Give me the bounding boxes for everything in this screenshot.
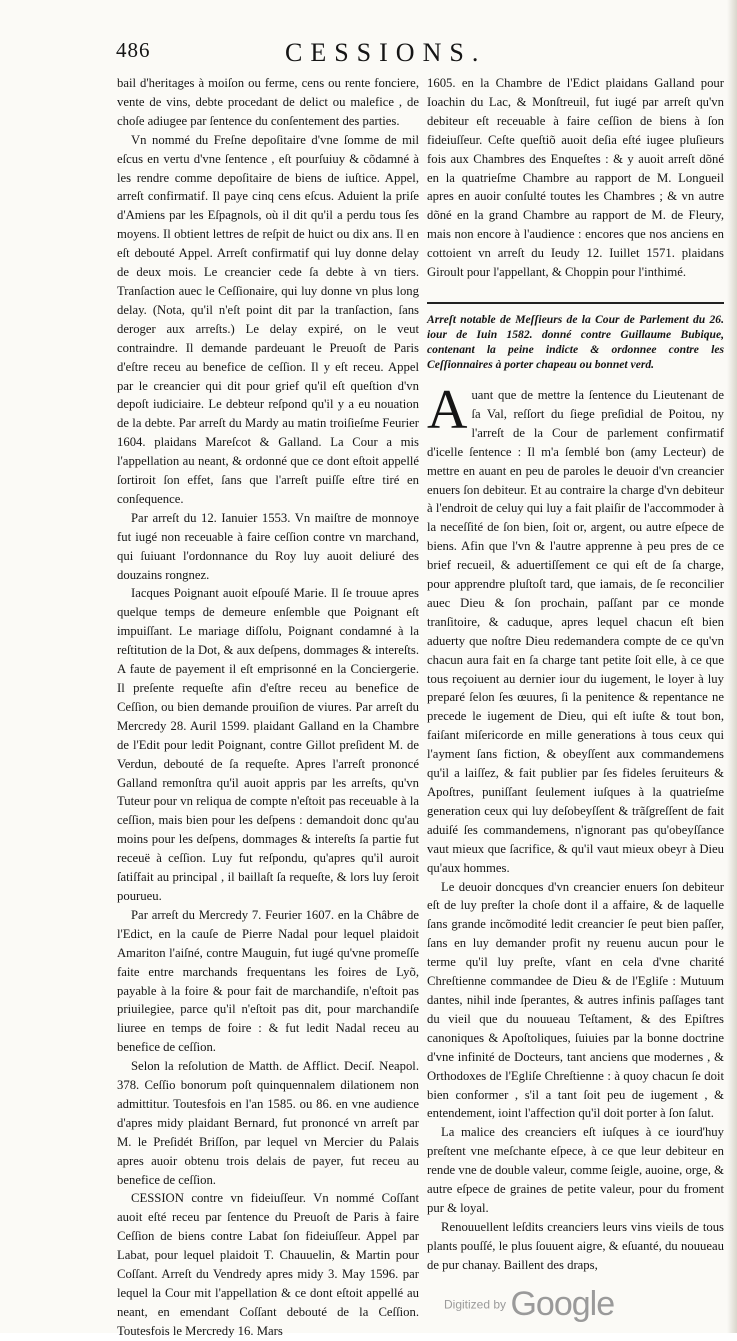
paragraph: Vn nommé du Freſne depoſitaire d'vne ſomme de mil eſcus en vertu d'vne ſentence , eſt pourſuiuy & cõdamné à les rendre comme depoſitaire de biens de iuſtice. Appel, arreſt confirmatif. Il paye cinq cens eſcus. Aduient la priſe d'Amiens par les Eſpagnols, où il dit qu'il a perdu tous ſes moyens. Il obtient lettres de reſpit de huict ou dix ans. Il en eſt debouté Appel. Arreſt confirmatif qui luy donne delay de deux mois. Le creancier cede ſa debte à vn tiers. Tranſaction auec le Ceſſionaire, qui luy donne vn plus long delay. (Nota, qu'il n'eſt point dit par la tranſaction, ſans deroger aux arreſts.) Le delay expiré, on le veut contraindre. Il demande pardeuant le Preuoſt de Paris d'eſtre receu au benefice de ceſſion. Il y eſt receu. Appel par le creancier qui dit pour grief qu'il eſt queſtion d'vn depoſt iudiciaire. Le debteur reſpond qu'il y a eu nouation de la debte. Par arreſt du Mardy au matin troiſieſme Feurier 1604. plaidans Mareſcot & Galland. La Cour a mis l'appellation au neant, & ordonné que ce dont eſtoit appellé ſortiroit ſon effet, ſans que l'arreſt puiſſe eſtre tiré en conſequence. [117,132,419,506]
arrest-paragraph-text: uant que de mettre la ſentence du Lieutenant de ſa Val, reſſort du ſiege preſidial de Poitou, ny l'arreſt de la Cour de parlement confirmatif d'icelle ſentence : Il m'a ſemblé bon (amy Lecteur) de mettre en auant en peu de paroles le deuoir d'vn creancier enuers ſon debiteur. Et au contraire la charge d'vn debiteur à l'endroit de celuy qui luy a fait plaiſir de l'accommoder à la neceſſité de ſon bien, ſoit or, argent, ou autre eſpece de biens. Afin que l'vn & l'autre apprenne à peu pres de ce brief recueil, & aduertiſſement ce qui eſt de ſa charge, pour apprendre pluſtoſt tard, que iamais, de ſe reconcilier auec Dieu & ſon prochain, paſſant par ce monde tranſitoire, & caduque, apres lequel chacun eſt bien aduerty que noſtre Dieu redemandera compte de ce qu'vn chacun aura fait en ſa charge tant petite ſoit elle, à ce que tous reçoiuent au dernier iour du iugement, le loyer à luy preparé ſelon ſes œuures, ſi la penitence & repentance ne precede le iugement de Dieu, qui eſt iuſte & tout bon, faiſant miſericorde en mille generations à tous ceux qui l'ayment ſans fiction, & obeyſſent aux commandemens qu'il a laiſſez, & fait publier par ſes fideles ſeruiteurs & Apoſtres, puniſſant ſeulement iuſques à la quatrieſme generation ceux qui luy deſobeyſſent & trãſgreſſent de fait aduiſé ſes commandemens, n'ignorant pas qu'obeyſſance vaut mieux que ſacrifice, & qu'il vaut mieux obeyr à Dieu qu'aux hommes. [427,387,724,875]
paragraph: Selon la reſolution de Matth. de Afflict. Deciſ. Neapol. 378. Ceſſio bonorum poſt quinquennalem dilationem non admittitur. Toutesfois en l'an 1585. ou 86. en vne audience d'apres midy plaidant Bernard, fut prononcé vn arreſt par M. le Preſidét Briſſon, par lequel vn Mercier du Palais apres auoir obtenu trois delais de payer, fut receu au benefice de ceſſion. [117,1059,419,1187]
paragraph: CESSION contre vn fideiuſſeur. Vn nommé Coſſant auoit eſté receu par ſentence du Preuoſt de Paris à faire Ceſſion de biens contre Labat ſon fideiuſſeur. Appel par Labat, pour lequel plaidoit T. Chauuelin, & Martin pour Coſſant. Arreſt du Vendredy apres midy 3. May 1596. par lequel la Cour mit l'appellation & ce dont eſtoit appellé au neant, en emendant Coſſant debouté de la Ceſſion. Toutesfois le Mercredy 16. Mars [117,1191,419,1338]
running-head: CESSIONS. [285,38,487,67]
paragraph: Renouuellent leſdits creanciers leurs vins vieils de tous plants pouſſé, le plus ſouuent aigre, & eſuanté, du nouueau de pur chanay. Baillent des draps, [427,1219,724,1272]
arrest-heading: Arreſt notable de Meſſieurs de la Cour de Parlement du 26. iour de Iuin 1582. donné contre Guillaume Bubique, contenant la peine indicte & ordonnee contre les Ceſſionnaires à porter chapeau ou bonnet verd. [427,312,724,371]
digitized-watermark [444,1285,614,1324]
watermark-prefix: Digitized by [444,1297,507,1312]
paragraph: Iacques Poignant auoit eſpouſé Marie. Il ſe trouue apres quelque temps de demeure enſemble que Poignant eſt impuiſſant. Le mariage diſſolu, Poignant condamné à la reſtitution de la Dot, & aux deſpens, dommages & intereſts. A faute de payement il eſt emprisonné en la Conciergerie. Il preſente requeſte afin d'eſtre receu au benefice de Ceſſion, ou bien demande prouiſion de viures. Par arreſt du Mercredy 28. Auril 1599. plaidant Galland en la Chambre de l'Edit pour ledit Poignant, contre Gillot preſident M. de Verdun, debouté de ſa requeſte. Apres l'arreſt prononcé Galland remonſtra qu'il auoit appris par les arreſts, qu'vn Tuteur pour vn reliqua de compte n'eſtoit pas receuable à la ceſſion, mais bien pour les deſpens : demandoit donc qu'au moins pour les deſpens, dommages & intereſts ſa partie fut receuë à ceſſion. Luy fut reſpondu, qu'apres qu'il auroit ſatiſfait au principal , il baillaſt ſa requeſte, & lors luy ſeroit pourueu. [117,586,419,903]
paragraph: Par arreſt du 12. Ianuier 1553. Vn maiſtre de monnoye fut iugé non receuable à faire ceſſion contre vn marchand, qui ſuiuant l'ordonnance du Roy luy auoit deliuré des douzains rongnez. [117,510,419,582]
page-edge-shadow [727,0,737,1333]
google-logo: Google [510,1285,615,1323]
paragraph: bail d'heritages à moiſon ou ferme, cens ou rente fonciere, vente de vins, debte procedant de delict ou malefice , de choſe adiugee par ſentence du conſentement des parties. [117,76,419,128]
drop-cap: A [427,378,468,441]
right-column [427,74,724,1275]
section-divider [427,302,724,304]
left-column [117,74,419,1341]
paragraph: La malice des creanciers eſt iuſques à ce iourd'huy preſtent vne meſchante eſpece, à ce que leur debiteur en rende vne de double valeur, comme ſeigle, auoine, orge, & autre eſpece de graines de petite valeur, pour du froment pur & loyal. [427,1125,724,1215]
paragraph: Par arreſt du Mercredy 7. Feurier 1607. en la Châbre de l'Edict, en la cauſe de Pierre Nadal pour lequel plaidoit Amariton l'aiſné, contre Mauguin, fut iugé qu'vne promeſſe faite entre marchands frequentans les foires de Lyõ, payable à la foire & pour fait de marchandiſe, n'eſtoit pas priuilegiee, parce qu'il n'eſtoit pas dit, pour marchandiſe liuree en temps de foire : & fut ledit Nadal receu au benefice de ceſſion. [117,907,419,1055]
paragraph-continued: 1605. en la Chambre de l'Edict plaidans Galland pour Ioachin du Lac, & Monſtreuil, fut iugé par arreſt qu'vn debiteur eſt receuable à faire ceſſion de biens à ſon fideiuſſeur. Ceſte queſtiõ auoit deſia eſté iugee pluſieurs fois aux Chambres des Enqueſtes : & y auoit arreſt dõné en la quatrieſme Chambre au rapport de M. Longueil apres en auoir conſulté toutes les Chambres ; & vn autre dõné en la grand Chambre au rapport de M. de Fleury, mais non encore à l'audience : encores que nos anciens en cottoient vn arreſt du Ieudy 12. Iuillet 1571. plaidans Giroult pour l'appellant, & Choppin pour l'inthimé. [427,76,724,280]
arrest-paragraph [427,378,724,878]
paragraph: Le deuoir doncques d'vn creancier enuers ſon debiteur eſt de luy preſter la choſe dont il a affaire, & de laquelle ſans grande incõmodité ledit creancier ſe peut bien paſſer, ſans en luy demander profit ny reuenu aucun pour le terme qu'il luy preſte, vſant en cela d'vne charité Chreſtienne commandee de Dieu & de l'Egliſe : Mutuum dantes, nihil inde ſperantes, & autres infinis paſſages tant du vieil que du nouueau Teſtament, & des Epiſtres canoniques & Apoſtoliques, ſuiuies par la bonne doctrine d'vne infinité de Docteurs, tant anciens que modernes , & Orthodoxes de l'Egliſe Chreſtienne : à quoy chacun ſe doit bien conformer , s'il a tant ſoit peu de iugement , & entendement, ioint l'affection qu'il doit porter à ſon ſalut. [427,879,724,1121]
page-number: 486 [116,38,151,62]
